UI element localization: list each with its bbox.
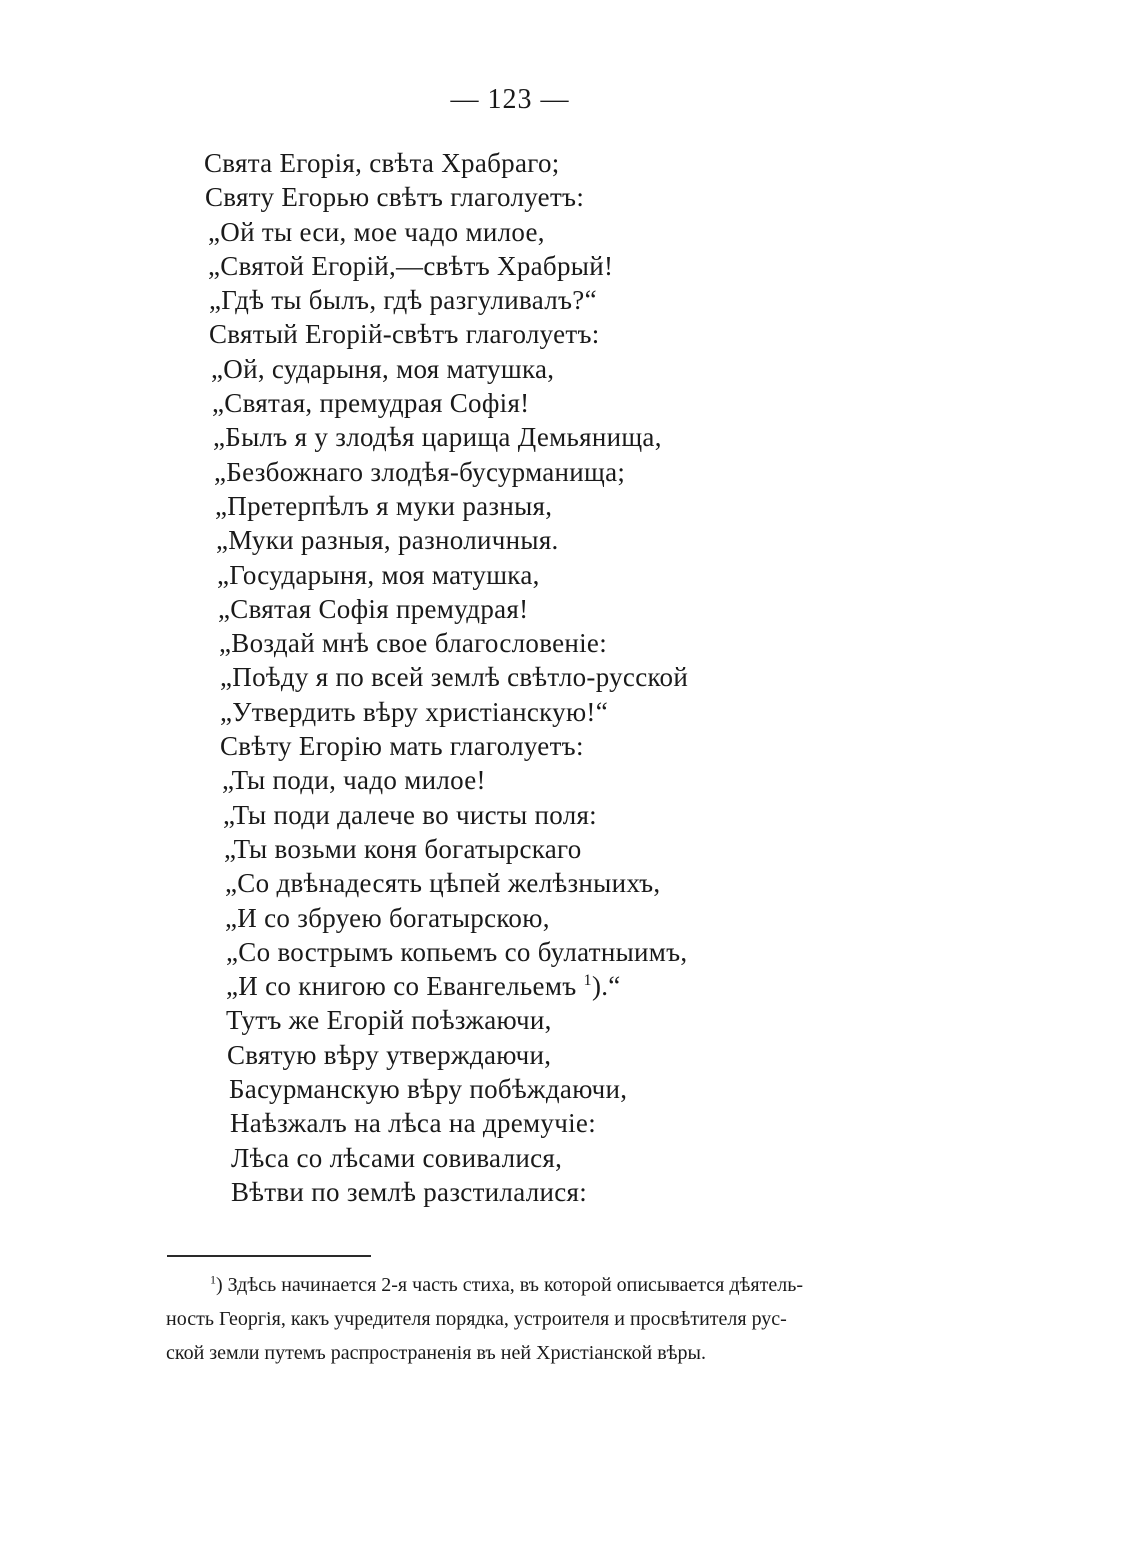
- verse-line: „Муки разныя, разноличныя.: [216, 525, 559, 556]
- verse-line-with-footnote: [204, 969, 924, 1003]
- verse-line: Святу Егорью свѣтъ глаголуетъ:: [205, 182, 585, 213]
- verse-line: Лѣса со лѣсами совивалися,: [231, 1142, 563, 1173]
- verse-line: „Ой ты еси, мое чадо милое,: [208, 216, 545, 247]
- verse-line: „Святая Софія премудрая!: [218, 593, 529, 624]
- footnote-text: ) Здѣсь начинается 2-я часть стиха, въ которой описывается дѣятель-: [216, 1274, 803, 1296]
- verse-line: „Воздай мнѣ свое благословеніе:: [219, 628, 608, 659]
- footnote-line: [166, 1268, 956, 1302]
- poem-text: [204, 146, 924, 1209]
- verse-line: „Утвердить вѣру христіанскую!“: [220, 696, 609, 727]
- verse-line: „Государыня, моя матушка,: [217, 559, 540, 590]
- footnote-line: ность Георгія, какъ учредителя порядка, устроителя и просвѣтителя рус-: [166, 1308, 787, 1330]
- verse-line: „Со вострымъ копьемъ со булатныимъ,: [226, 936, 688, 967]
- footnote-separator: [167, 1255, 371, 1257]
- footnote-reference: 1: [583, 971, 592, 990]
- verse-line: Вѣтви по землѣ разстилалися:: [231, 1176, 588, 1207]
- verse-line: „Ты поди, чадо милое!: [222, 765, 486, 796]
- verse-line: „Былъ я у злодѣя царища Демьянища,: [213, 422, 662, 453]
- verse-line: „Со двѣнадесять цѣпей желѣзныихъ,: [225, 868, 661, 899]
- verse-line: „Ты поди далече во чисты поля:: [223, 799, 597, 830]
- verse-line: Тутъ же Егорій поѣзжаючи,: [226, 1005, 552, 1036]
- verse-line: „Гдѣ ты былъ, гдѣ разгуливалъ?“: [209, 285, 597, 316]
- verse-text: „И со книгою со Евангельемъ: [226, 971, 577, 1002]
- verse-line: „И со збруею богатырскою,: [225, 902, 550, 933]
- verse-line: Святый Егорій-свѣтъ глаголуетъ:: [209, 319, 600, 350]
- verse-line: „Святая, премудрая Софія!: [212, 388, 530, 419]
- verse-line: Святую вѣру утверждаючи,: [227, 1039, 552, 1070]
- verse-line: „Ой, сударыня, моя матушка,: [211, 353, 555, 384]
- verse-line: „Претерпѣлъ я муки разныя,: [215, 490, 553, 521]
- verse-line: Свѣту Егорію мать глаголуетъ:: [220, 731, 584, 762]
- verse-line: „Ты возьми коня богатырскаго: [224, 833, 582, 864]
- verse-line: Наѣзжалъ на лѣса на дремучіе:: [230, 1108, 597, 1139]
- verse-line: „Поѣду я по всей землѣ свѣтло-русской: [220, 662, 689, 693]
- verse-line: Свята Егорія, свѣта Храбраго;: [204, 148, 560, 178]
- verse-line: Басурманскую вѣру побѣждаючи,: [229, 1074, 628, 1105]
- footnote: [166, 1268, 956, 1370]
- footnote-line: ской земли путемъ распространенія въ ней Христіанской вѣры.: [166, 1342, 706, 1364]
- footnote-marker: 1: [210, 1272, 216, 1287]
- verse-line: „Безбожнаго злодѣя-бусурманища;: [214, 456, 626, 487]
- verse-line: „Святой Егорій,—свѣтъ Храбрый!: [208, 250, 614, 281]
- verse-tail: ).“: [591, 971, 621, 1002]
- page-number: — 123 —: [450, 84, 570, 115]
